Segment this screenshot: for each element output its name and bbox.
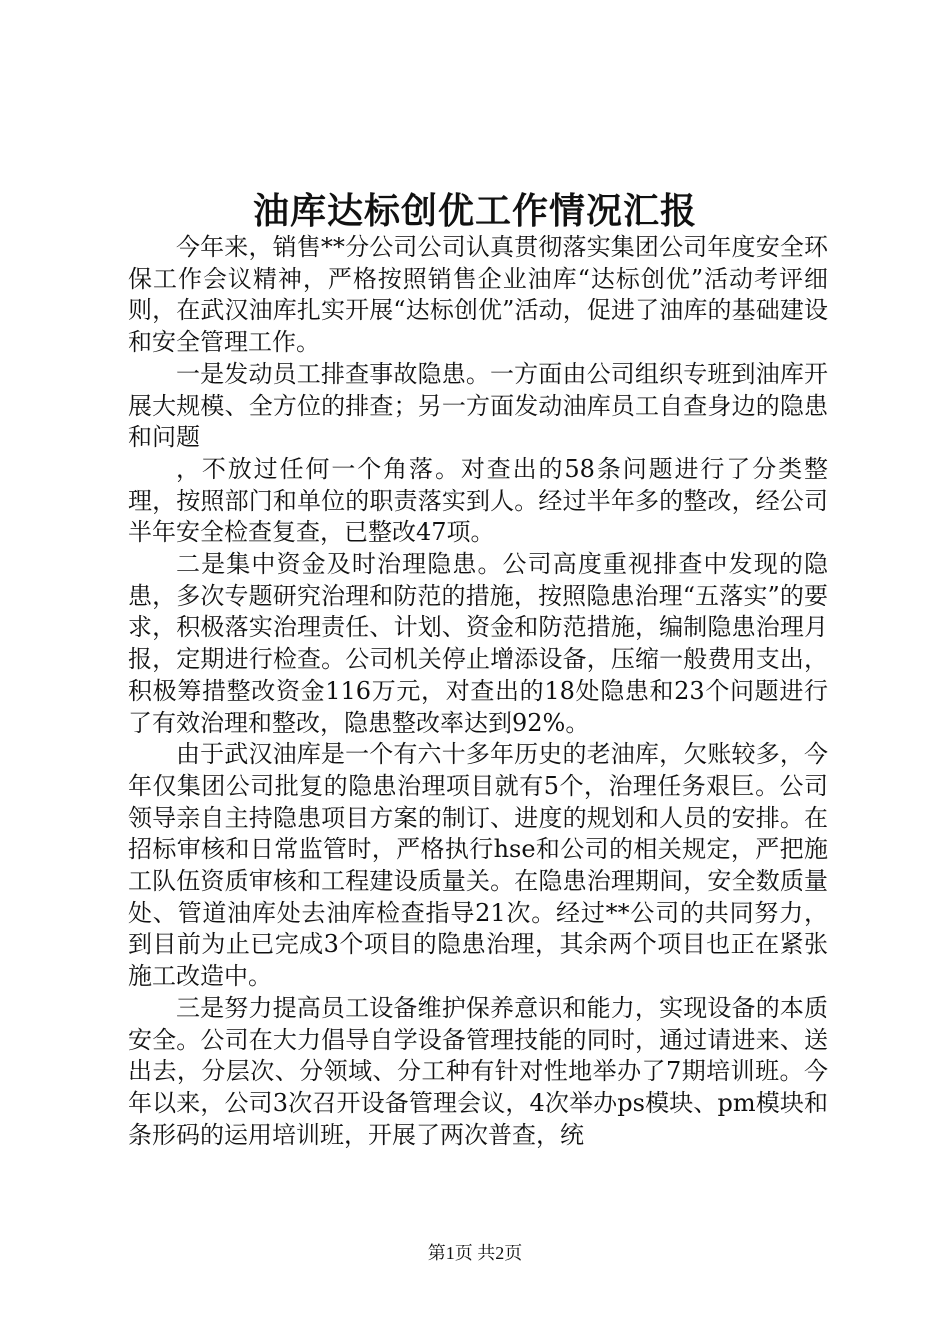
paragraph-item-2: 二是集中资金及时治理隐患。公司高度重视排查中发现的隐患，多次专题研究治理和防范的措施，按照隐患治理“五落实”的要求，积极落实治理责任、计划、资金和防范措施，编制隐患治理月报，定期进行检查。公司机关停止增添设备，压缩一般费用支出，积极筹措整改资金116万元，对查出的18处隐患和23个问题进行了有效治理和整改，隐患整改率达到92%。 [128,550,828,737]
page-footer: 第1页 共2页 [427,1243,523,1263]
paragraph-item-3: 三是努力提高员工设备维护保养意识和能力，实现设备的本质安全。公司在大力倡导自学设备管理技能的同时，通过请进来、送出去，分层次、分领域、分工种有针对性地举办了7期培训班。今年以来，公司3次召开设备管理会议，4次举办ps模块、pm模块和条形码的运用培训班，开展了两次普查，统 [128,993,828,1149]
paragraph-wuhan-depot: 由于武汉油库是一个有六十多年历史的老油库，欠账较多，今年仅集团公司批复的隐患治理项目就有5个，治理任务艰巨。公司领导亲自主持隐患项目方案的制订、进度的规划和人员的安排。在招标审核和日常监管时，严格执行hse和公司的相关规定，严把施工队伍资质审核和工程建设质量关。在隐患治理期间，安全数质量处、管道油库处去油库检查指导21次。经过**公司的共同努力，到目前为止已完成3个项目的隐患治理，其余两个项目也正在紧张施工改造中。 [128,740,828,991]
paragraph-item-1: 一是发动员工排查事故隐患。一方面由公司组织专班到油库开展大规模、全方位的排查；另一方面发动油库员工自查身边的隐患和问题 [128,359,828,452]
paragraph-intro: 今年来，销售**分公司公司认真贯彻落实集团公司年度安全环保工作会议精神，严格按照销售企业油库“达标创优”活动考评细则，在武汉油库扎实开展“达标创优”活动，促进了油库的基础建设和安全管理工作。 [128,233,828,357]
document-title: 油库达标创优工作情况汇报 [252,190,697,232]
document-body [128,232,828,1151]
paragraph-item-1-continued: ，不放过任何一个角落。对查出的58条问题进行了分类整理，按照部门和单位的职责落实到人。经过半年多的整改，经公司半年安全检查复查，已整改47项。 [128,454,828,547]
